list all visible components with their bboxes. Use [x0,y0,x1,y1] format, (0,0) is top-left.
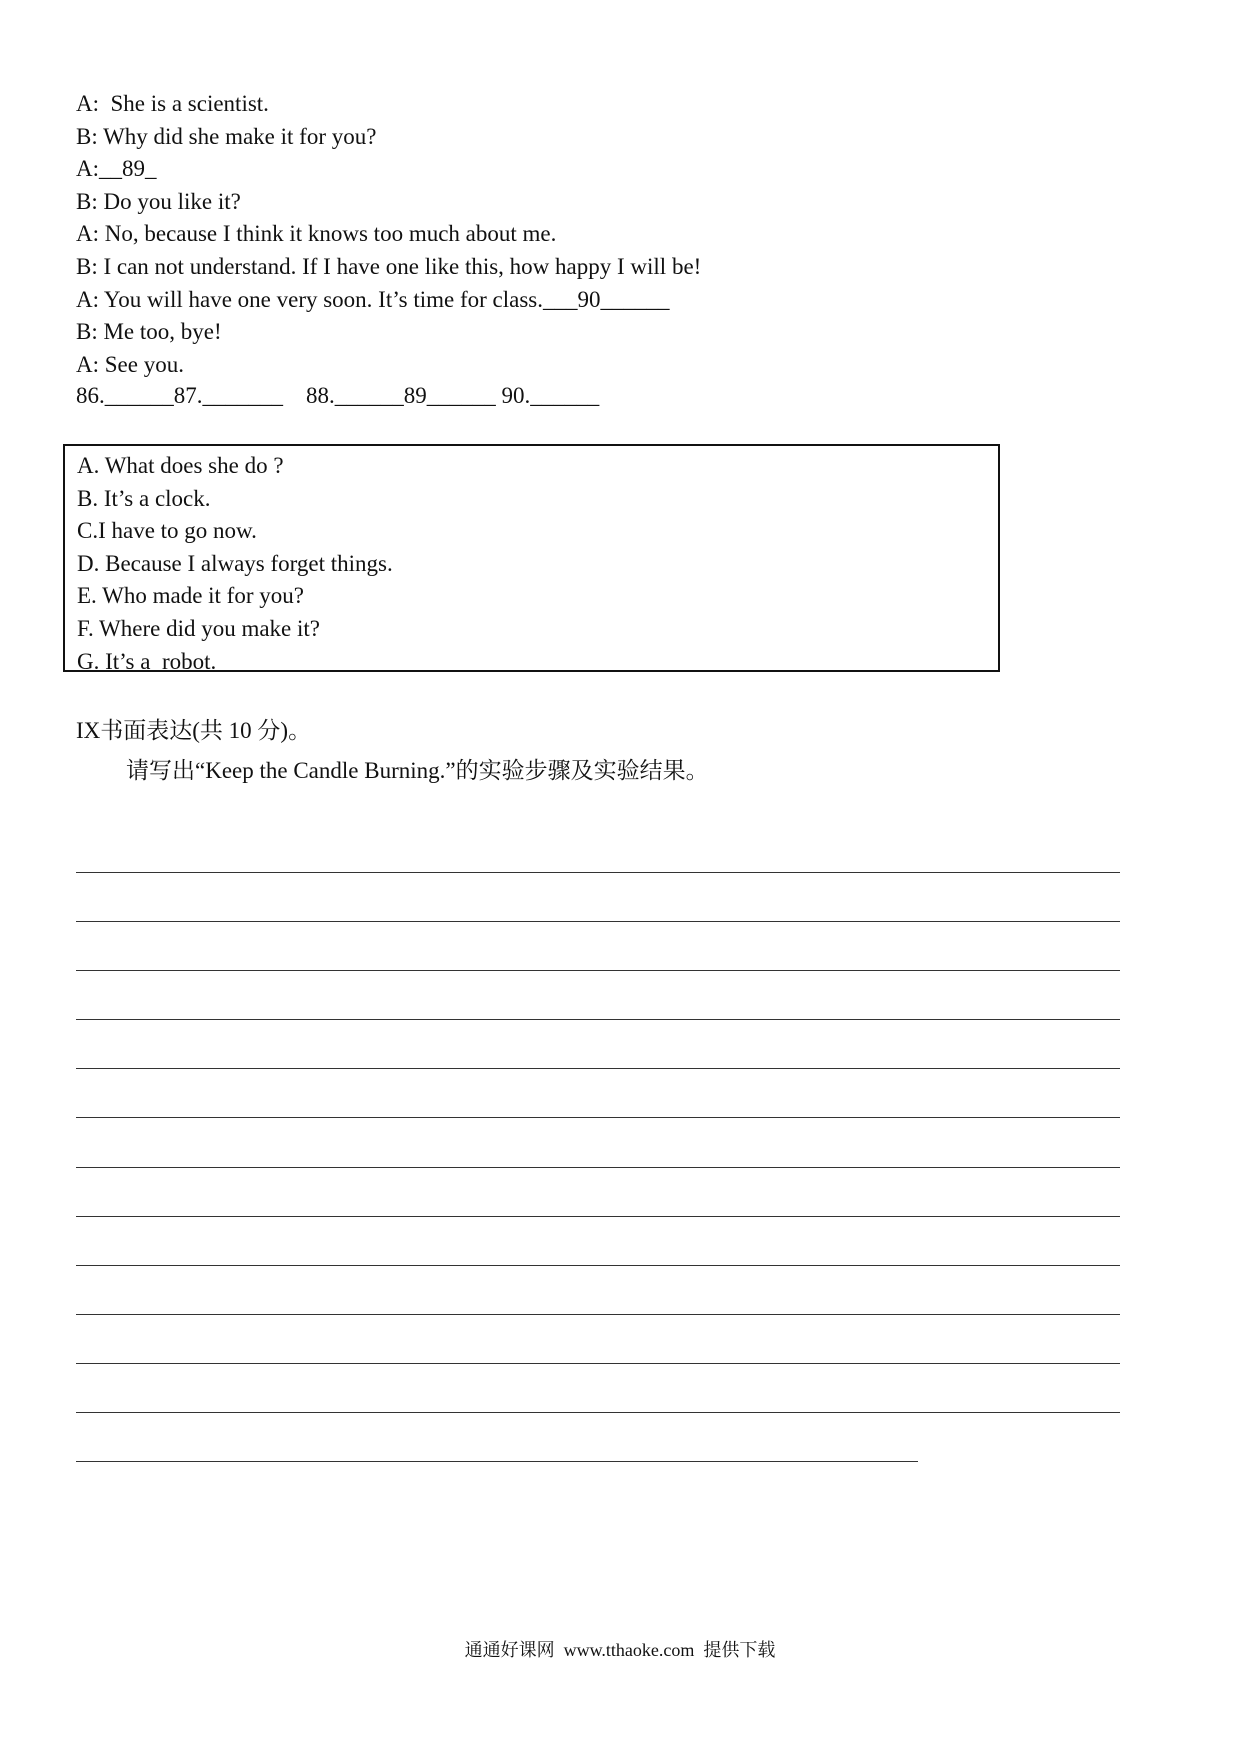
option-item: C.I have to go now. [77,518,257,544]
writing-line [76,1117,1120,1118]
writing-instruction: 请写出“Keep the Candle Burning.”的实验步骤及实验结果。 [126,758,709,783]
dialogue-line: A: She is a scientist. [76,91,269,116]
option-item: B. It’s a clock. [77,485,211,511]
writing-line [76,1068,1120,1069]
writing-line [76,921,1120,922]
writing-line [76,1461,918,1462]
dialogue-line: B: I can not understand. If I have one like this, how happy I will be! [76,253,702,279]
writing-line [76,1167,1120,1168]
writing-line [76,1412,1120,1413]
dialogue-line: B: Me too, bye! [76,319,222,345]
dialogue-line: A: You will have one very soon. It’s time for class.___90______ [76,286,670,312]
option-item: E. Who made it for you? [77,583,304,609]
footer-credit: 通通好课网 www.tthaoke.com 提供下载 [464,1640,776,1660]
writing-line [76,1363,1120,1364]
writing-line [76,970,1120,971]
dialogue-line: A: No, because I think it knows too much about me. [76,221,557,247]
option-item: F. Where did you make it? [77,615,321,641]
dialogue-line: A:__89_ [76,156,157,182]
writing-line [76,1314,1120,1315]
dialogue-line: B: Do you like it? [76,188,241,214]
dialogue [76,88,1076,381]
option-item: A. What does she do ? [77,453,284,478]
option-item: D. Because I always forget things. [77,550,393,576]
writing-line [76,1019,1120,1020]
dialogue-line: B: Why did she make it for you? [76,123,377,149]
writing-line [76,1265,1120,1266]
answer-blanks: 86.______87._______ 88.______89______ 90.______ [76,383,600,408]
dialogue-line: A: See you. [76,351,184,377]
writing-area [76,872,1120,1510]
section-title: IX书面表达(共 10 分)。 [76,718,312,743]
writing-line [76,872,1120,873]
options-box [63,444,1000,672]
writing-line [76,1216,1120,1217]
option-item: G. It’s a robot. [77,648,217,674]
